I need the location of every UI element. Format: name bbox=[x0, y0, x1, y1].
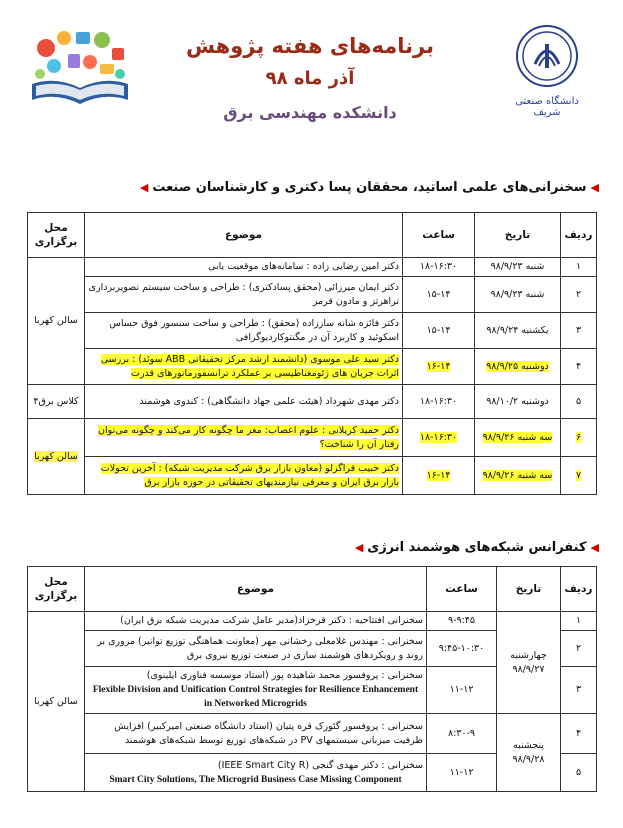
bullet-arrow-icon: ◀ bbox=[139, 181, 149, 194]
row-number: ۷ bbox=[575, 469, 582, 481]
row-time: ۱۶-۱۴ bbox=[426, 360, 451, 372]
row-topic: سخنرانی : مهندس غلامعلی رخشانی مهر (معاونت هماهنگی توزیع توانیر) مروری بر روند و رویکردهای هوشمند سازی در صنعت توزیع نیروی برق bbox=[85, 631, 427, 667]
row-topic: دکتر حبیب قراگزلو (معاون بازار برق شرکت مدیریت شبکه) : آخرین تحولات بازار برق ایران و معرفی نیازمندیهای تحقیقاتی در حوزه بازار برق bbox=[100, 462, 399, 488]
header-date: تاریخ bbox=[475, 213, 561, 258]
lectures-table bbox=[27, 212, 597, 495]
table-row bbox=[28, 419, 597, 457]
bullet-arrow-icon: ◀ bbox=[590, 181, 599, 194]
header-titles bbox=[150, 30, 470, 130]
section1-title-text: سخنرانی‌های علمی اساتید، محققان پسا دکتری و کارشناسان صنعت bbox=[152, 180, 587, 195]
table-header-row bbox=[28, 567, 597, 612]
bullet-arrow-icon: ◀ bbox=[354, 541, 364, 554]
header-topic: موضوع bbox=[85, 567, 427, 612]
row-number: ۴ bbox=[561, 349, 597, 385]
row-topic: دکتر فائزه شانه ساززاده (محقق) : طراحی و ساخت سنسور فوق حساس اسکوئید و کاربرد آن در مگنتوکاردیوگرافی bbox=[85, 313, 403, 349]
row-topic-en: Flexible Division and Unification Control Strategies for Resilience Enhancement in Networked Microgrids bbox=[92, 685, 419, 709]
row-topic: دکتر سید علی موسوی (دانشمند ارشد مرکز تحقیقاتی ABB سوئد) : بررسی اثرات جریان های ژئومغناطیسی بر عملکرد ترانسفورماتورهای قدرت bbox=[100, 353, 399, 379]
row-topic: دکتر مهدی شهرداد (هیئت علمی جهاد دانشگاهی) : کندوی هوشمند bbox=[85, 385, 403, 419]
header-row-number: ردیف bbox=[561, 567, 597, 612]
table-row bbox=[28, 313, 597, 349]
page-title: برنامه‌های هفته پژوهش bbox=[185, 34, 434, 58]
faculty-name: دانشکده مهندسی برق bbox=[223, 103, 397, 122]
university-name: دانشگاه صنعتی شریف bbox=[515, 96, 579, 118]
row-number: ۲ bbox=[561, 631, 597, 667]
table-row bbox=[28, 612, 597, 631]
section2-title-text: کنفرانس شبکه‌های هوشمند انرژی bbox=[367, 540, 587, 555]
row-time: ۹-۹:۴۵ bbox=[427, 612, 497, 631]
row-topic: سخنرانی افتتاحیه : دکتر قرخزاد(مدیر عامل شرکت مدیریت شبکه برق ایران) bbox=[85, 612, 427, 631]
row-date: شنبه ۹۸/۹/۲۳ bbox=[475, 258, 561, 277]
row-number: ۲ bbox=[561, 277, 597, 313]
row-date: پنجشنبه ۹۸/۹/۲۸ bbox=[497, 714, 561, 792]
conference-table bbox=[27, 566, 597, 792]
section2-title bbox=[355, 540, 599, 555]
row-date: یکشنبه ۹۸/۹/۲۴ bbox=[475, 313, 561, 349]
header-time: ساعت bbox=[403, 213, 475, 258]
row-time: ۹:۴۵-۱۰:۳۰ bbox=[427, 631, 497, 667]
header-time: ساعت bbox=[427, 567, 497, 612]
row-date: دوشنبه ۹۸/۱۰/۲ bbox=[475, 385, 561, 419]
table-header-row bbox=[28, 213, 597, 258]
table-row bbox=[28, 385, 597, 419]
row-time: ۱۵-۱۴ bbox=[403, 313, 475, 349]
row-number: ۵ bbox=[561, 754, 597, 792]
row-time: ۱۱-۱۲ bbox=[427, 754, 497, 792]
row-number: ۱ bbox=[561, 258, 597, 277]
row-topic-fa: سخنرانی : پروفسور محمد شاهیده پور (استاد موسسه فناوری ایلینوی) bbox=[146, 670, 423, 681]
row-venue: سالن کهربا bbox=[28, 258, 85, 385]
row-date: سه شنبه ۹۸/۹/۲۶ bbox=[482, 469, 553, 481]
bullet-arrow-icon: ◀ bbox=[590, 541, 599, 554]
row-topic bbox=[85, 667, 427, 714]
row-date: سه شنبه ۹۸/۹/۲۶ bbox=[482, 431, 553, 443]
table-row bbox=[28, 714, 597, 754]
row-number: ۴ bbox=[561, 714, 597, 754]
row-number: ۱ bbox=[561, 612, 597, 631]
row-venue: سالن کهربا bbox=[34, 450, 78, 462]
row-date: دوشنبه ۹۸/۹/۲۵ bbox=[486, 360, 549, 372]
row-number: ۳ bbox=[561, 313, 597, 349]
row-number: ۳ bbox=[561, 667, 597, 714]
row-time: ۱۸-۱۶:۳۰ bbox=[403, 385, 475, 419]
table-row bbox=[28, 258, 597, 277]
research-week-book-icon bbox=[24, 24, 136, 112]
table-row bbox=[28, 457, 597, 495]
header-venue: محل برگزاری bbox=[28, 567, 85, 612]
section1-title bbox=[140, 180, 599, 195]
page-subtitle-month: آذر ماه ۹۸ bbox=[265, 68, 355, 89]
row-time: ۱۵-۱۴ bbox=[403, 277, 475, 313]
row-topic: دکتر ایمان میرزائی (محقق پسادکتری) : طراحی و ساخت سیستم تصویربرداری تراهرتز و مادون قرمز bbox=[85, 277, 403, 313]
row-date: چهارشنبه ۹۸/۹/۲۷ bbox=[497, 612, 561, 714]
table-row bbox=[28, 277, 597, 313]
row-venue: کلاس برق۴ bbox=[28, 385, 85, 419]
row-date: شنبه ۹۸/۹/۲۳ bbox=[475, 277, 561, 313]
row-time: ۱۱-۱۲ bbox=[427, 667, 497, 714]
header-row-number: ردیف bbox=[561, 213, 597, 258]
row-topic: سخنرانی : پروفسور گئورک قره پتیان (استاد دانشگاه صنعتی امیرکبیر) افزایش ظرفیت میزبانی سیستمهای PV در شبکه‌های توزیع توسط شبکه‌های هوشمند bbox=[85, 714, 427, 754]
row-time: ۱۶-۱۴ bbox=[426, 469, 451, 481]
row-topic-en: Smart City Solutions, The Microgrid Business Case Missing Component bbox=[109, 774, 402, 785]
sharif-university-logo bbox=[501, 24, 593, 118]
header-venue: محل برگزاری bbox=[28, 213, 85, 258]
row-topic: دکتر حمید کریلانی : علوم اعصاب: مغز ما چگونه کار می‌کند و چگونه می‌توان رفتار آن را شناخت؟ bbox=[98, 424, 399, 450]
row-topic: دکتر امین رضایی زاده : سامانه‌های موقعیت یابی bbox=[85, 258, 403, 277]
row-venue: سالن کهربا bbox=[28, 612, 85, 792]
row-topic-fa: سخنرانی : دکتر مهدی گنجی (IEEE Smart City R) bbox=[217, 759, 423, 771]
header-topic: موضوع bbox=[85, 213, 403, 258]
table-row bbox=[28, 349, 597, 385]
university-emblem-icon bbox=[515, 24, 579, 88]
row-time: ۸:۳۰-۹ bbox=[427, 714, 497, 754]
row-time: ۱۸-۱۶:۳۰ bbox=[403, 258, 475, 277]
row-number: ۵ bbox=[561, 385, 597, 419]
row-topic bbox=[85, 754, 427, 792]
header-date: تاریخ bbox=[497, 567, 561, 612]
row-time: ۱۸-۱۶:۳۰ bbox=[419, 431, 458, 443]
row-number: ۶ bbox=[575, 431, 582, 443]
